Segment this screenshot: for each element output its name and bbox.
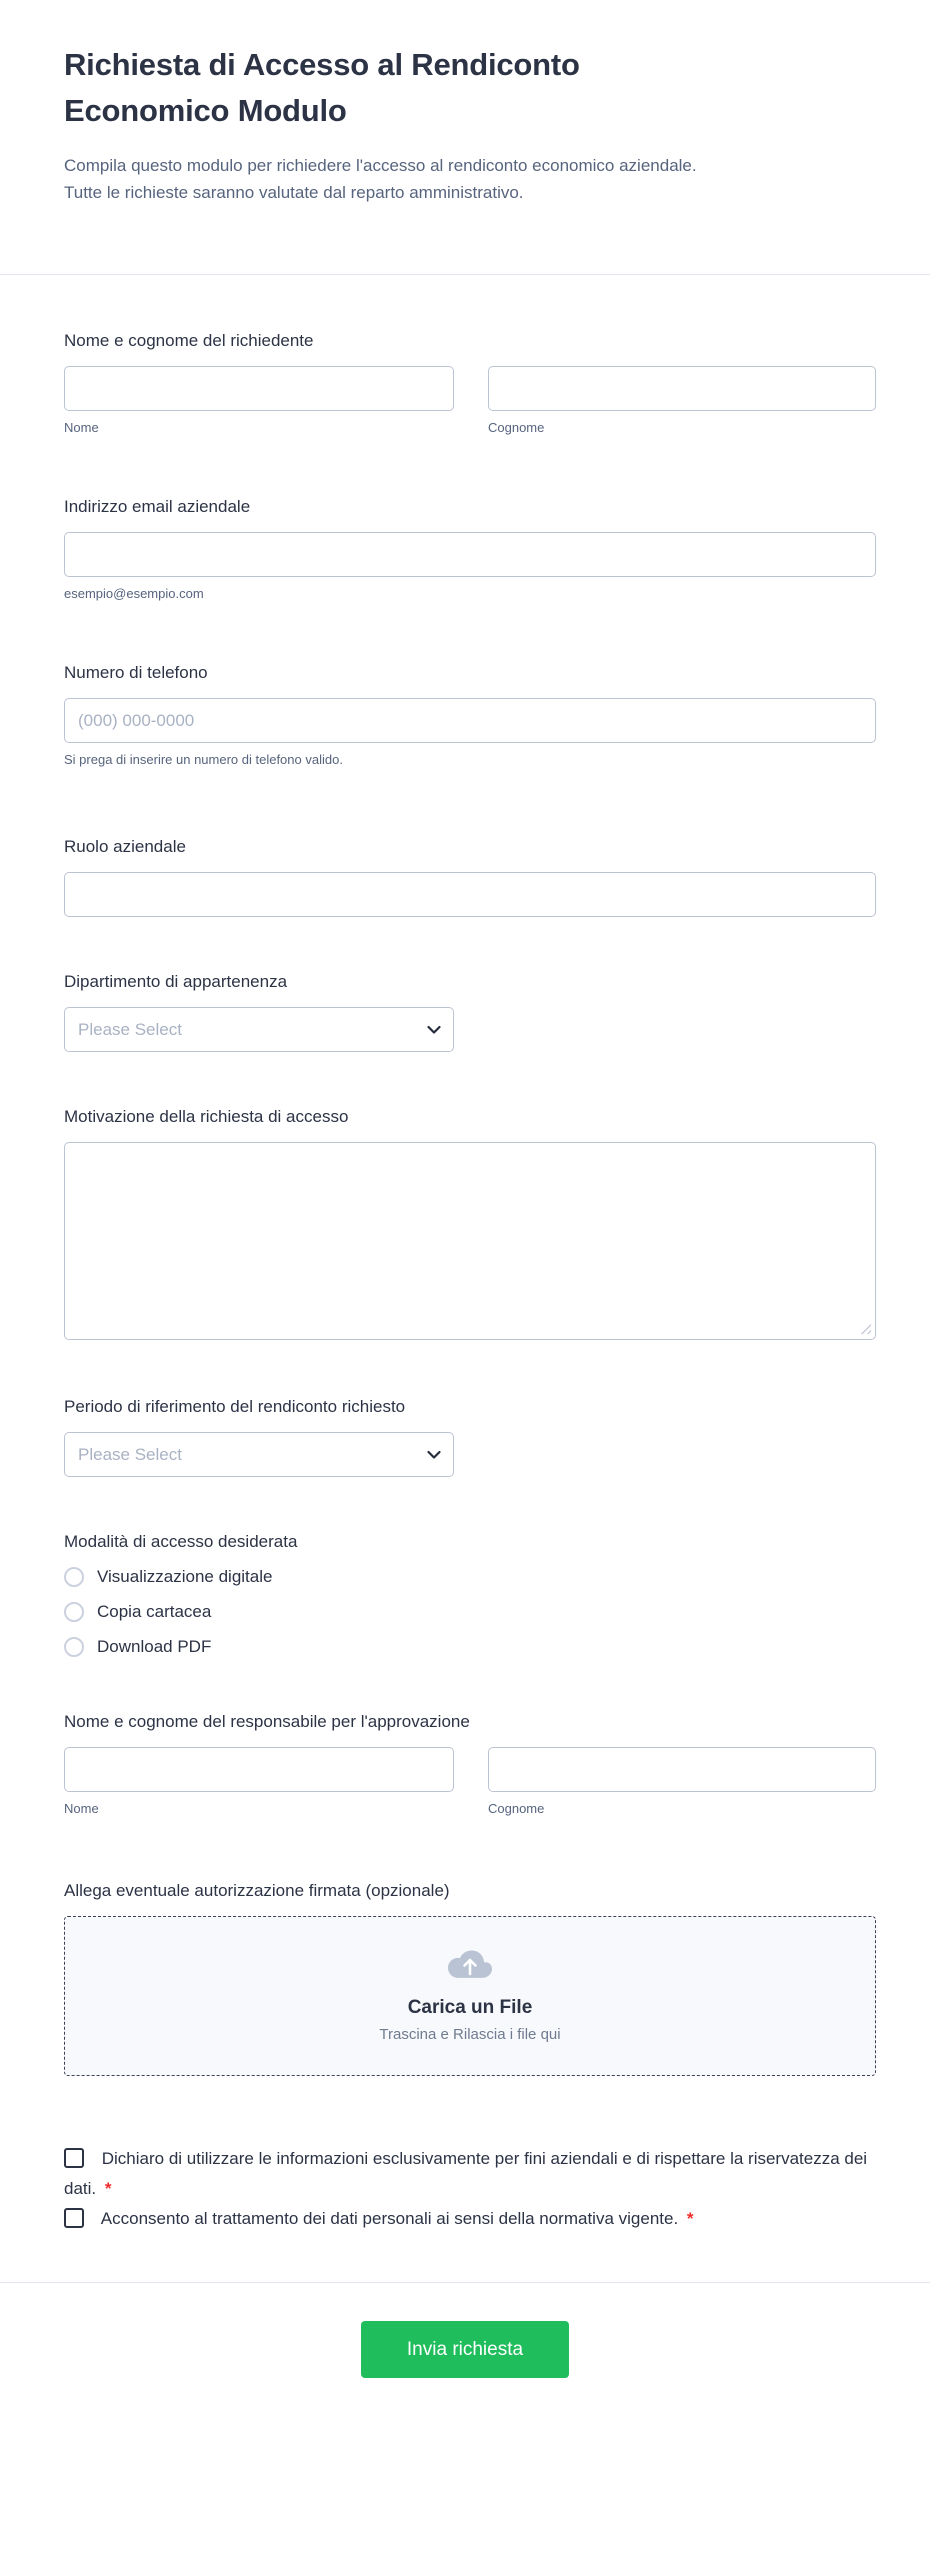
requester-name-label: Nome e cognome del richiedente [64,331,314,350]
form-footer [0,2283,930,2424]
period-select[interactable] [64,1432,454,1477]
page-subtitle-line1: Compila questo modulo per richiedere l'accesso al rendiconto economico aziendale. [64,156,697,175]
motivation-textarea[interactable] [64,1142,876,1340]
upload-hint: Trascina e Rilascia i file qui [379,2026,561,2043]
required-asterisk: * [686,2209,694,2228]
field-access-mode [64,1532,876,1657]
radio-option-paper[interactable] [64,1602,876,1622]
required-asterisk: * [104,2179,112,2198]
radio-option-pdf[interactable] [64,1637,876,1657]
phone-input[interactable] [64,698,876,743]
requester-last-name-sublabel: Cognome [488,420,545,435]
form-body [0,275,930,2234]
email-input[interactable] [64,532,876,577]
approver-last-name-input[interactable] [488,1747,876,1792]
requester-last-name-input[interactable] [488,366,876,411]
field-phone [64,663,876,767]
consent-privacy-label: Acconsento al trattamento dei dati personali ai sensi della normativa vigente. [100,2209,679,2228]
approver-first-name-input[interactable] [64,1747,454,1792]
upload-title: Carica un File [407,1997,533,2018]
field-consent-usage[interactable] [64,2149,867,2198]
field-period [64,1397,876,1477]
form-header [0,0,930,274]
field-role [64,837,876,917]
upload-dropzone[interactable] [64,1916,876,2076]
radio-input-digital[interactable] [64,1567,84,1587]
requester-first-name-input[interactable] [64,366,454,411]
email-sublabel: esempio@esempio.com [64,586,204,601]
motivation-label: Motivazione della richiesta di accesso [64,1107,349,1126]
requester-first-name-sublabel: Nome [64,420,99,435]
submit-button[interactable]: Invia richiesta [361,2321,569,2378]
role-label: Ruolo aziendale [64,837,186,856]
phone-label: Numero di telefono [64,663,208,682]
radio-label-paper: Copia cartacea [97,1602,212,1621]
attachment-label: Allega eventuale autorizzazione firmata (opzionale) [64,1881,450,1900]
page-title-line1: Richiesta di Accesso al Rendiconto [64,47,580,82]
page-subtitle-line2: Tutte le richieste saranno valutate dal reparto amministrativo. [64,183,524,202]
radio-label-pdf: Download PDF [97,1637,212,1656]
consent-privacy-checkbox[interactable] [64,2208,84,2228]
field-requester-name [64,331,876,435]
radio-option-digital[interactable] [64,1567,876,1587]
role-input[interactable] [64,872,876,917]
department-label: Dipartimento di appartenenza [64,972,288,991]
approver-first-name-sublabel: Nome [64,1801,99,1816]
field-department [64,972,876,1052]
consent-usage-checkbox[interactable] [64,2148,84,2168]
field-motivation [64,1107,876,1340]
phone-sublabel: Si prega di inserire un numero di telefono valido. [64,752,343,767]
field-attachment [64,1881,876,2076]
page-title [64,42,874,134]
radio-input-paper[interactable] [64,1602,84,1622]
page-title-line2: Economico Modulo [64,93,347,128]
access-mode-label: Modalità di accesso desiderata [64,1532,298,1551]
consent-usage-label: Dichiaro di utilizzare le informazioni esclusivamente per fini aziendali e di rispettare la riservatezza dei dati. [64,2149,868,2198]
cloud-upload-icon [447,1949,493,1983]
field-approver-name [64,1712,876,1816]
period-label: Periodo di riferimento del rendiconto richiesto [64,1397,406,1416]
radio-input-pdf[interactable] [64,1637,84,1657]
page-subtitle [64,152,874,206]
approver-name-label: Nome e cognome del responsabile per l'approvazione [64,1712,470,1731]
email-label: Indirizzo email aziendale [64,497,251,516]
field-consent-privacy[interactable] [64,2204,744,2234]
field-email [64,497,876,601]
department-select[interactable] [64,1007,454,1052]
radio-label-digital: Visualizzazione digitale [97,1567,273,1586]
approver-last-name-sublabel: Cognome [488,1801,545,1816]
